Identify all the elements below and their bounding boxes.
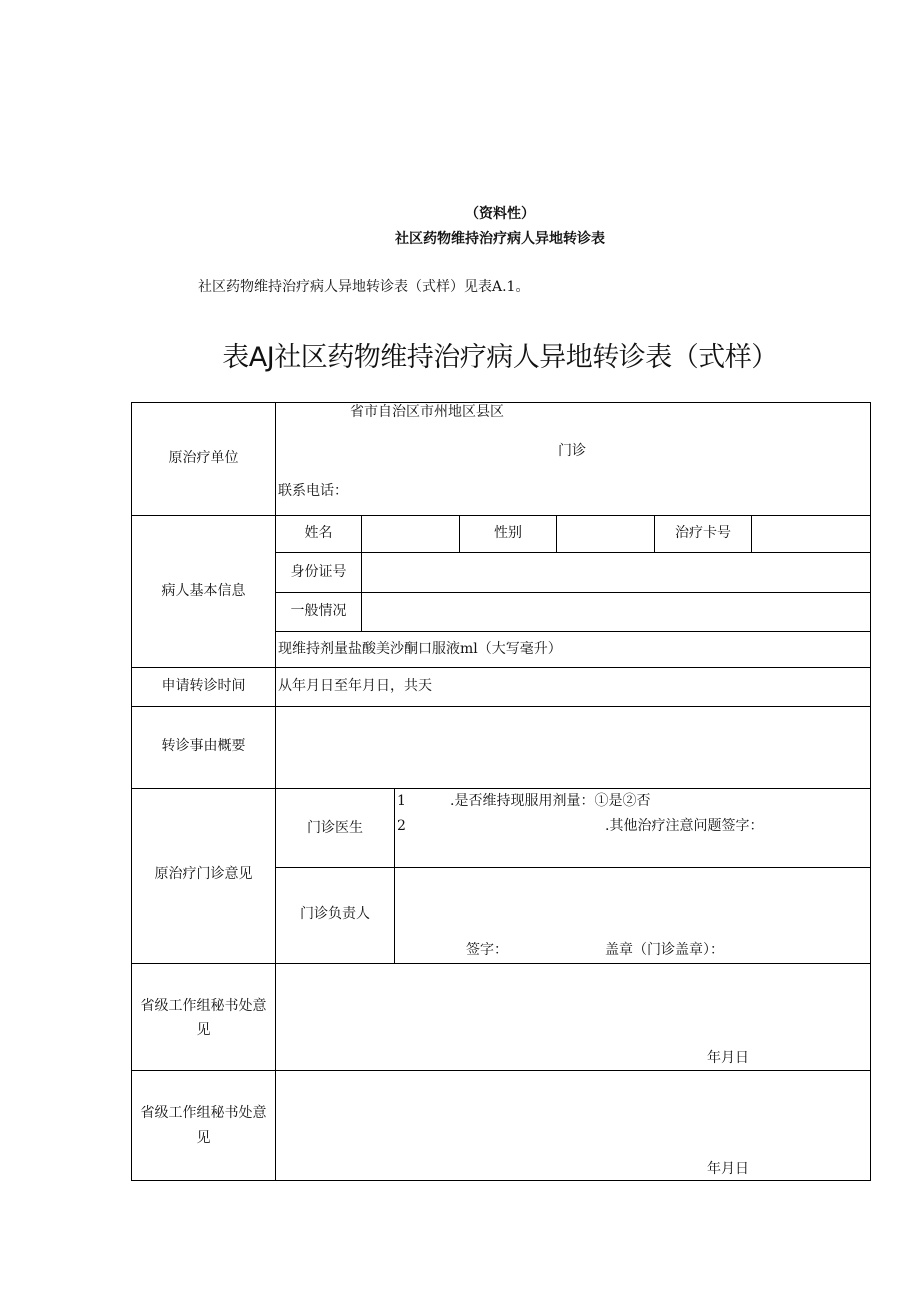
name-label: 姓名: [304, 525, 333, 541]
row-divider: [131, 963, 871, 964]
column-divider: [275, 402, 276, 1181]
row-divider: [276, 552, 871, 553]
patient-info-label: 病人基本信息: [161, 583, 246, 599]
sign-label: 签字：: [466, 942, 508, 958]
opinion-label: 原治疗门诊意见: [154, 866, 253, 882]
row-divider: [131, 667, 871, 668]
card-no-label: 治疗卡号: [675, 525, 731, 541]
item2-text: .其他治疗注意问题签字：: [605, 818, 764, 834]
table-border-top: [131, 402, 871, 403]
seal-label: 盖章（门诊盖章）：: [605, 942, 724, 958]
row-divider: [276, 867, 871, 868]
apply-time-label: 申请转诊时间: [161, 678, 246, 694]
row-divider: [131, 788, 871, 789]
dose-text: 现维持剂量盐酸美沙酮口服液ml（大写毫升）: [278, 641, 562, 657]
clinic-label: 门诊: [558, 443, 586, 459]
intro-text: 社区药物维持治疗病人异地转诊表（式样）见表A.1。: [198, 279, 530, 295]
secretariat-label-line2: 见: [196, 1130, 211, 1146]
head-label: 门诊负责人: [300, 906, 370, 922]
item1-text: .是否维持现服用剂量：①是②否: [450, 793, 651, 809]
secretariat-date: 年月日: [707, 1050, 749, 1066]
id-no-label: 身份证号: [290, 564, 347, 580]
apply-time-value: 从年月日至年月日，共天: [278, 678, 432, 694]
item1-number: 1: [397, 793, 406, 809]
reason-label: 转诊事由概要: [161, 738, 246, 754]
table-border-left: [131, 402, 132, 1181]
annex-title: 社区药物维持治疗病人异地转诊表: [395, 231, 605, 247]
row-divider: [131, 706, 871, 707]
row-divider: [276, 592, 871, 593]
item2-number: 2: [397, 818, 406, 834]
table-border-right: [870, 402, 871, 1181]
column-divider: [394, 788, 395, 964]
gender-label: 性别: [494, 525, 522, 541]
secretariat-label-line2: 见: [196, 1022, 211, 1038]
transfer-form-table: [131, 402, 871, 1181]
column-divider: [361, 515, 362, 632]
row-divider: [276, 631, 871, 632]
secretariat-label-line1: 省级工作组秘书处意: [140, 998, 267, 1014]
orig-unit-label: 原治疗单位: [168, 450, 239, 466]
row-divider: [131, 1070, 871, 1071]
doctor-label: 门诊医生: [307, 820, 363, 836]
column-divider: [751, 515, 752, 553]
table-border-bottom: [131, 1180, 871, 1181]
general-label: 一般情况: [290, 603, 347, 619]
region-line: 省市自治区市州地区县区: [350, 404, 504, 420]
row-divider: [131, 515, 871, 516]
annex-note: （资料性）: [465, 206, 535, 222]
column-divider: [556, 515, 557, 553]
secretariat-date: 年月日: [707, 1161, 749, 1177]
table-title: 表AJ社区药物维持治疗病人异地转诊表（式样）: [222, 342, 778, 373]
phone-label: 联系电话：: [278, 483, 348, 499]
secretariat-label-line1: 省级工作组秘书处意: [140, 1105, 267, 1121]
